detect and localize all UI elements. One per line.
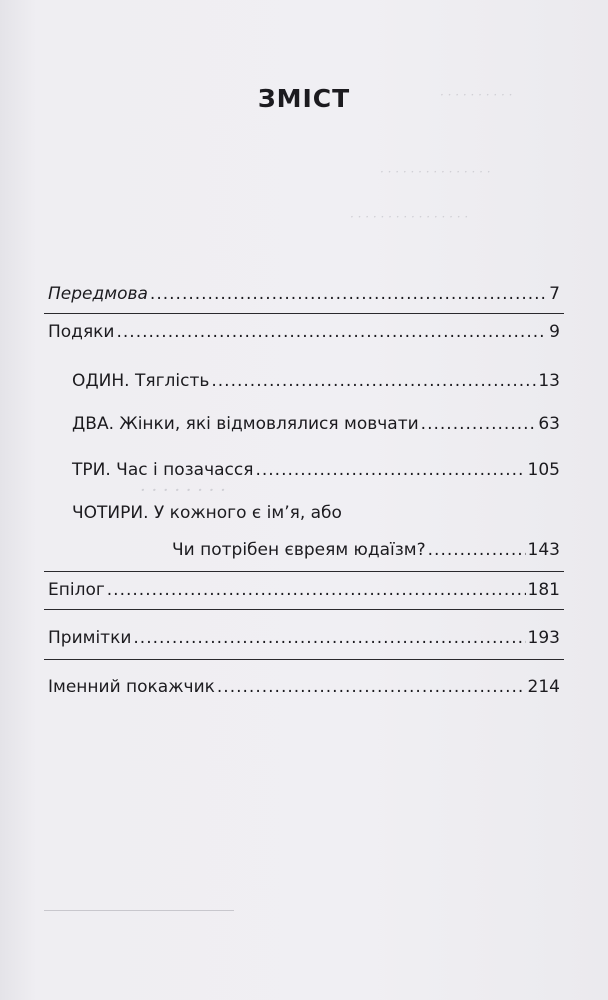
toc-entry-label: ОДИН. Тяглість: [72, 371, 210, 391]
toc-page-number: 7: [549, 284, 560, 304]
leader-dots: [211, 371, 536, 391]
toc-entry-label: ДВА. Жінки, які відмовлялися мовчати: [72, 414, 419, 434]
toc-entry-label: Епілог: [48, 580, 105, 600]
toc-entry-epilogue: [48, 580, 560, 600]
toc-page-number: 143: [527, 540, 560, 560]
show-through-text: · · · · · · · · · · · · · · ·: [380, 165, 491, 179]
section-divider: [44, 571, 564, 572]
toc-page-number: 13: [538, 371, 560, 391]
show-through-text: · · · · · · · · · · · · · · · ·: [350, 210, 469, 224]
toc-entry-label: Іменний покажчик: [48, 677, 215, 697]
toc-page-number: 9: [549, 322, 560, 342]
toc-entry-chapter-4: [172, 540, 560, 560]
toc-entry-label: ТРИ. Час і позачасся: [72, 460, 254, 480]
leader-dots: [116, 322, 547, 342]
toc-entry-chapter-4-line1: [72, 503, 342, 523]
section-divider: [44, 609, 564, 610]
toc-page-number: 214: [527, 677, 560, 697]
toc-entry-index: [48, 677, 560, 697]
toc-page-number: 193: [527, 628, 560, 648]
leader-dots: [107, 580, 526, 600]
leader-dots: [428, 540, 526, 560]
toc-entry-notes: [48, 628, 560, 648]
toc-page-number: 63: [538, 414, 560, 434]
toc-entry-chapter-1: [72, 371, 560, 391]
show-through-footnote-rule: [44, 910, 234, 911]
toc-page-number: 105: [527, 460, 560, 480]
toc-entry-label: Подяки: [48, 322, 115, 342]
section-divider: [44, 313, 564, 314]
page-title: ЗМІСТ: [257, 84, 351, 113]
section-divider: [44, 659, 564, 660]
toc-page-number: 181: [527, 580, 560, 600]
show-through-text: · · · · · · · · · ·: [440, 88, 513, 102]
leader-dots: [150, 284, 547, 304]
toc-entry-label: ЧОТИРИ. У кожного є ім’я, або: [72, 503, 342, 523]
leader-dots: [421, 414, 537, 434]
show-through-text: · · · · · · · ·: [140, 480, 226, 501]
toc-entry-chapter-3: [72, 460, 560, 480]
toc-entry-chapter-2: [72, 414, 560, 434]
toc-entry-preface: [48, 284, 560, 304]
leader-dots: [255, 460, 525, 480]
leader-dots: [133, 628, 525, 648]
toc-entry-label: Примітки: [48, 628, 132, 648]
toc-entry-label: Передмова: [48, 284, 148, 304]
toc-entry-acknowledgments: [48, 322, 560, 342]
leader-dots: [217, 677, 526, 697]
toc-entry-label: Чи потрібен євреям юдаїзм?: [172, 540, 426, 560]
